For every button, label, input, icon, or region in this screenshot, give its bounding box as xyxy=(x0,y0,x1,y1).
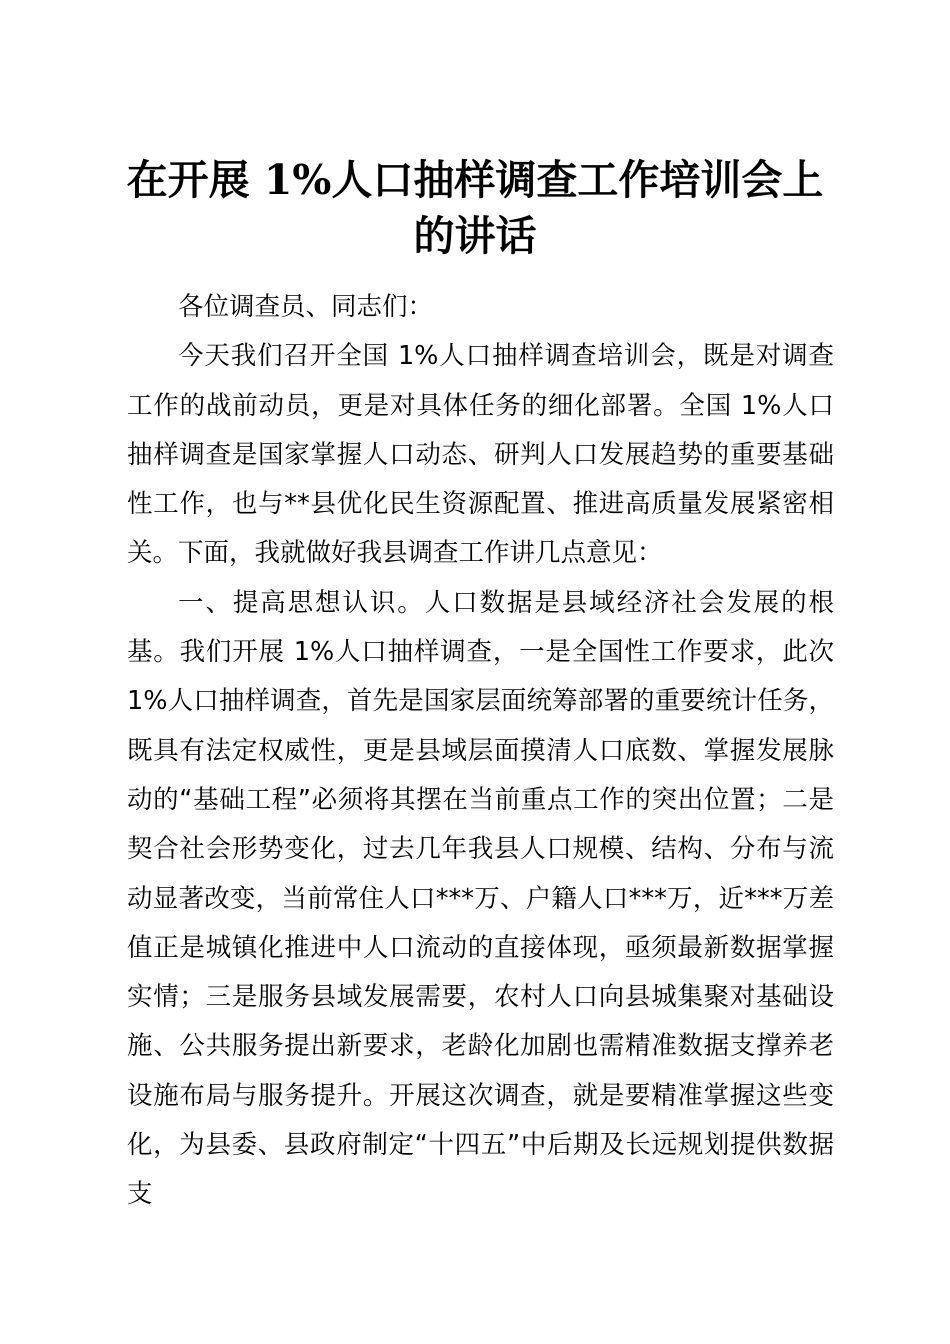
greeting: 各位调查员、同志们： xyxy=(178,292,434,322)
document-body xyxy=(127,283,834,1220)
title-line-1: 在开展 1%人口抽样调查工作培训会上 xyxy=(126,156,824,204)
document-title xyxy=(110,152,840,264)
paragraph-section-one: 一、提高思想认识。人口数据是县域经济社会发展的根基。我们开展 1%人口抽样调查，一是全国性工作要求，此次 1%人口抽样调查，首先是国家层面统筹部署的重要统计任务，既具有法定权威性，更是县域层面摸清人口底数、掌握发展脉动的“基础工程”必须将其摆在当前重点工作的突出位置；二是契合社会形势变化，过去几年我县人口规模、结构、分布与流动显著改变，当前常住人口***万、户籍人口***万，近***万差值正是城镇化推进中人口流动的直接体现，亟须最新数据掌握实情；三是服务县域发展需要，农村人口向县城集聚对基础设施、公共服务提出新要求，老龄化加剧也需精准数据支撑养老设施布局与服务提升。开展这次调查，就是要精准掌握这些变化，为县委、县政府制定“十四五”中后期及长远规划提供数据支 xyxy=(127,587,834,1210)
title-line-2: 的讲话 xyxy=(413,212,537,260)
paragraph-intro: 今天我们召开全国 1%人口抽样调查培训会，既是对调查工作的战前动员，更是对具体任务的细化部署。全国 1%人口抽样调查是国家掌握人口动态、研判人口发展趋势的重要基础性工作，也与**县优化民生资源配置、推进高质量发展紧密相关。下面，我就做好我县调查工作讲几点意见： xyxy=(127,341,834,569)
